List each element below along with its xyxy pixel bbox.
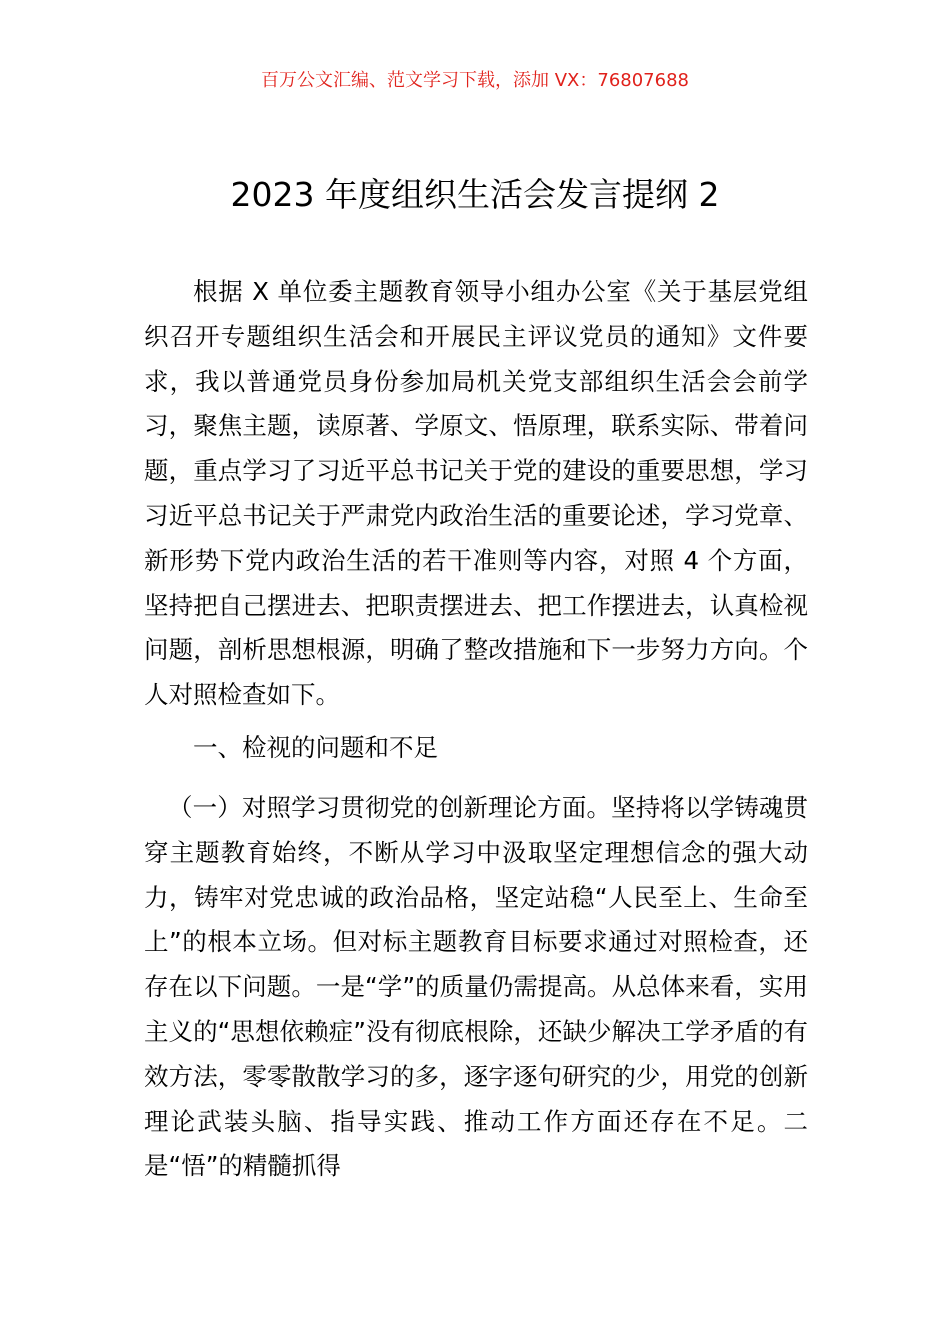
header-contact-note: 百万公文汇编、范文学习下载，添加 VX：76807688 bbox=[261, 70, 689, 91]
intro-paragraph: 根据 X 单位委主题教育领导小组办公室《关于基层党组织召开专题组织生活会和开展民主评议党员的通知》文件要求，我以普通党员身份参加局机关党支部组织生活会会前学习，聚焦主题，读原著、学原文、悟原理，联系实际、带着问题，重点学习了习近平总书记关于党的建设的重要思想，学习习近平总书记关于严肃党内政治生活的重要论述，学习党章、新形势下党内政治生活的若干准则等内容，对照 4 个方面，坚持把自己摆进去、把职责摆进去、把工作摆进去，认真检视问题，剖析思想根源，明确了整改措施和下一步努力方向。个人对照检查如下。 bbox=[144, 277, 808, 710]
section-1-paragraph: （一）对照学习贯彻党的创新理论方面。坚持将以学铸魂贯穿主题教育始终，不断从学习中汲取坚定理想信念的强大动力，铸牢对党忠诚的政治品格，坚定站稳“人民至上、生命至上”的根本立场。但对标主题教育目标要求通过对照检查，还存在以下问题。一是“学”的质量仍需提高。从总体来看，实用主义的“思想依赖症”没有彻底根除，还缺少解决工学矛盾的有效方法，零零散散学习的多，逐字逐句研究的少，用党的创新理论武装头脑、指导实践、推动工作方面还存在不足。二是“悟”的精髓抓得 bbox=[144, 793, 808, 1181]
document-title: 2023 年度组织生活会发言提纲 2 bbox=[230, 175, 720, 214]
section-heading: 一、检视的问题和不足 bbox=[193, 733, 438, 762]
